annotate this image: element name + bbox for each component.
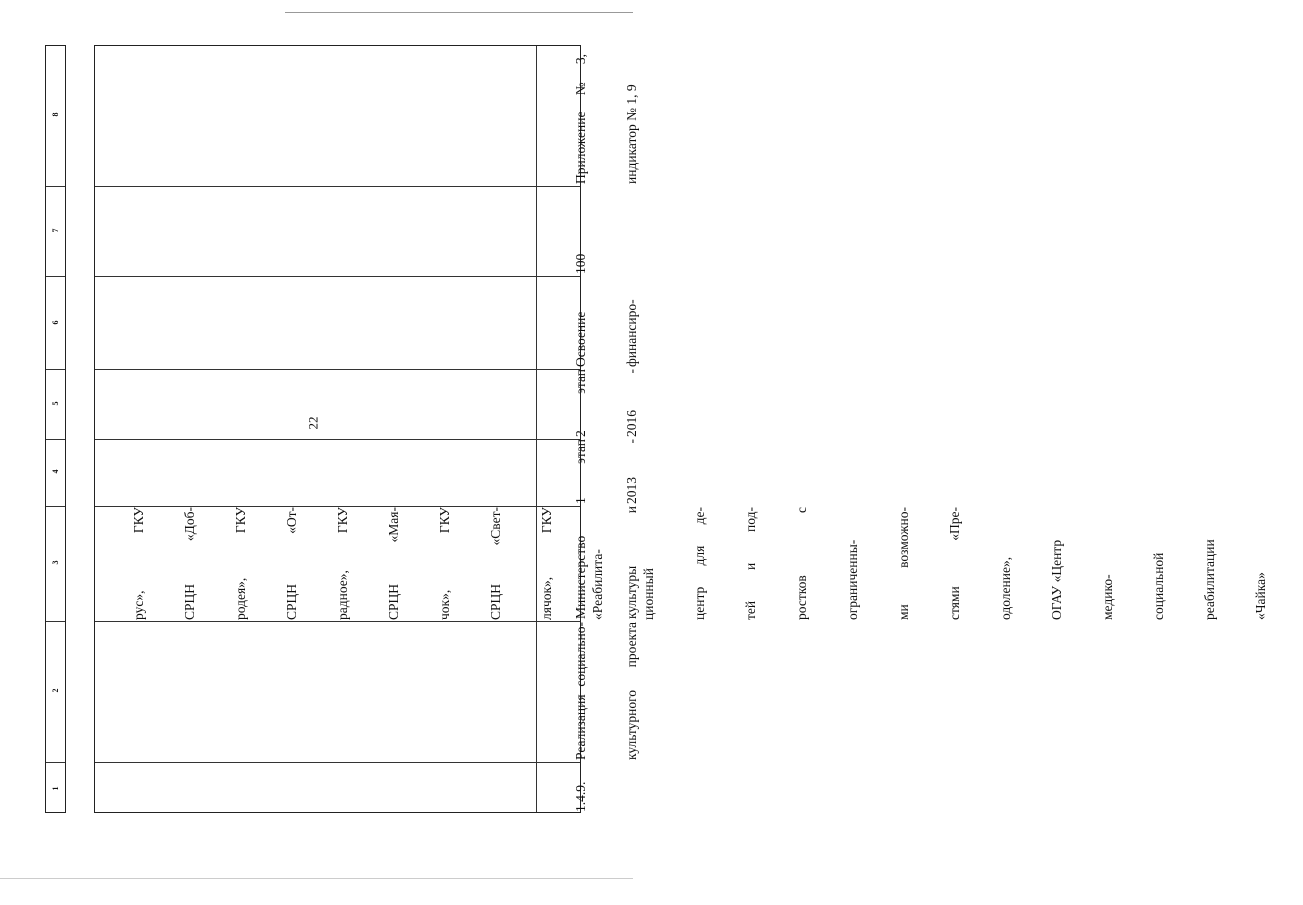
end-line: 2016 - [624,369,639,437]
executor-cont-line: ОГАУ «Центр [1049,539,1064,620]
executor-cont-line: «Чайка» [1253,572,1268,620]
header-col-8: 8 [51,112,60,117]
executor-cont-line: ми возможно- [896,507,911,620]
executor-line: Министерство [573,535,588,619]
start-period [538,439,674,504]
executor-cont-line: родея», ГКУ [233,507,248,620]
end-line: 2 этап [573,369,588,437]
column-separator-3-2 [95,621,580,622]
executor-cont-line: радное», ГКУ [335,507,350,620]
header-col-6: 6 [51,320,60,325]
note-line: Приложение № 3, [573,54,588,184]
scan-edge-line [0,878,633,879]
executor-line: культуры и [624,506,639,619]
indicator-line: Освоение [573,311,588,367]
executor-continuation [96,507,1303,620]
executor-cont-line: ограниченны- [845,539,860,620]
header-separator [46,762,65,763]
executor-cont-line: рус», ГКУ [131,507,146,620]
project-name [538,622,674,760]
main-table [94,45,1268,813]
executor-cont-line: медико- [1100,574,1115,620]
executor-cont-line: реабилитации [1202,539,1217,620]
executor-cont-line: стями «Пре- [947,507,962,620]
table-header-strip [45,45,66,813]
header-col-1: 1 [51,786,60,791]
target-value [538,188,623,274]
column-separator [95,276,580,277]
header-separator [46,369,65,370]
row-number-text: 1.4.9. [573,781,588,812]
executor-cont-line: «Реабилита- [590,549,605,620]
note [538,54,674,184]
header-col-4: 4 [51,469,60,474]
header-separator [46,276,65,277]
header-separator [46,621,65,622]
header-separator [46,439,65,440]
scan-edge-line [285,12,633,13]
note-line: индикатор № 1, 9 [624,84,639,184]
column-separator [95,439,580,440]
column-separator [95,762,580,763]
executor-cont-line: тей и под- [743,507,758,620]
target-value-text: 100 [573,253,588,274]
executor-cont-line: СРЦН «Мая- [386,507,401,620]
project-name-line: культурного проекта [624,622,639,760]
header-separator [46,506,65,507]
header-col-5: 5 [51,401,60,406]
project-name-line: Реализация социально- [573,622,588,760]
executor-cont-line: центр для де- [692,507,707,620]
column-separator [95,369,580,370]
executor-cont-line: чок», ГКУ [437,507,452,620]
column-separator [95,186,580,187]
start-line: 1 этап [573,439,588,504]
header-col-2: 2 [51,688,60,693]
executor-cont-line: одоление», [998,556,1013,620]
indicator-line: финансиро- [624,299,639,367]
page-number: 22 [305,416,321,430]
row-number [538,764,623,812]
start-line: 2013 - [624,439,639,504]
end-period [538,369,674,437]
executor-cont-line: СРЦН «Свет- [488,507,503,620]
executor-cont-line: социальной [1151,552,1166,620]
executor-cont-line: лячок», ГКУ [539,507,554,620]
executor [538,506,674,619]
header-separator [46,186,65,187]
executor-cont-line: ционный [641,568,656,620]
header-col-7: 7 [51,228,60,233]
executor-cont-line: СРЦН «От- [284,507,299,620]
header-col-3: 3 [51,560,60,565]
indicator [538,277,674,367]
executor-cont-line: СРЦН «Доб- [182,507,197,620]
executor-cont-line: ростков с [794,507,809,620]
row-separator [536,46,537,812]
